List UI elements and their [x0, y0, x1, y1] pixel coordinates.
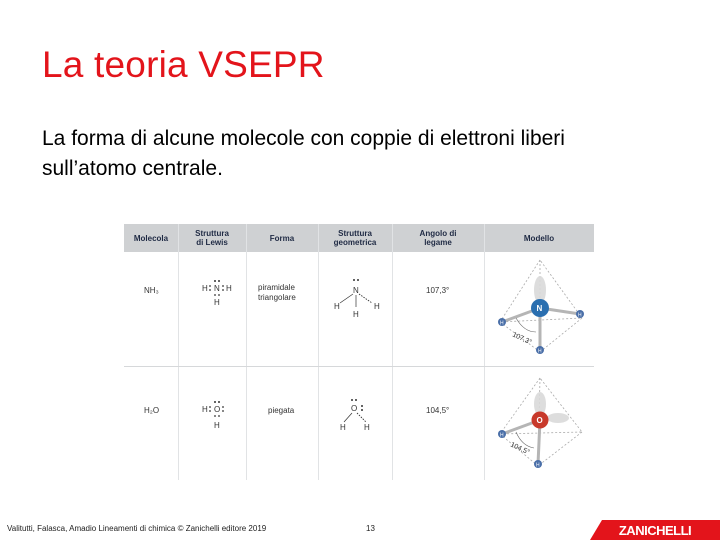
svg-text:H: H: [538, 348, 542, 355]
slide-body: [42, 124, 682, 184]
shape-nh3-line2: triangolare: [258, 293, 296, 302]
svg-text:H: H: [374, 302, 380, 311]
shape-h2o: piegata: [268, 406, 295, 415]
logo-notch: [590, 520, 602, 540]
bond-dot: [218, 294, 220, 296]
bond-dot: [209, 289, 211, 291]
lewis-h-left: H: [202, 284, 208, 293]
column-divider: [392, 224, 393, 480]
angle-nh3: 107,3°: [426, 286, 450, 295]
header-forma: Forma: [269, 233, 295, 243]
lewis-center-n: N: [214, 284, 220, 293]
shape-nh3-line1: piramidale: [258, 283, 295, 292]
body-line-1: La forma di alcune molecole con coppie di elettroni liberi: [42, 127, 565, 150]
slide-title: La teoria VSEPR: [42, 44, 325, 85]
page-number: 13: [366, 524, 375, 533]
model-angle-label-h2o: 104,5°: [509, 441, 531, 457]
molecule-h2o: H₂O: [144, 406, 160, 415]
lewis-structure-nh3: [198, 278, 234, 308]
lone-pair-dot: [218, 280, 220, 282]
svg-text:H: H: [334, 302, 340, 311]
lewis-h-bottom: H: [214, 421, 220, 430]
bond-dot: [222, 289, 224, 291]
lewis-h-left: H: [202, 405, 208, 414]
vsepr-table: [124, 224, 594, 480]
column-divider: [246, 224, 247, 480]
column-divider: [178, 224, 179, 480]
bond-dot: [214, 294, 216, 296]
row-divider: [124, 366, 594, 367]
header-angolo: Angolo di legame: [419, 229, 457, 247]
svg-text:H: H: [500, 320, 504, 327]
geo-center-o: O: [351, 404, 358, 413]
svg-text:H: H: [578, 312, 582, 319]
angle-h2o: 104,5°: [426, 406, 450, 415]
footer-credits: Valitutti, Falasca, Amadio Lineamenti di chimica © Zanichelli editore 2019: [7, 524, 267, 533]
geometric-structure-h2o: [334, 396, 380, 432]
geometric-structure-nh3: [330, 276, 384, 318]
header-geometrica: Struttura geometrica: [333, 229, 377, 247]
lewis-center-o: O: [214, 405, 221, 414]
header-molecola: Molecola: [133, 233, 169, 243]
geo-center-n: N: [353, 286, 359, 295]
column-divider: [484, 224, 485, 480]
header-lewis: Struttura di Lewis: [195, 229, 229, 247]
model-center-n: N: [536, 304, 543, 313]
model-nh3: [494, 256, 588, 360]
shape-nh3: [258, 283, 296, 303]
column-divider: [318, 224, 319, 480]
bond-dot: [209, 285, 211, 287]
lewis-h-right: H: [226, 284, 232, 293]
lone-pair-dot: [214, 280, 216, 282]
model-angle-label-nh3: 107,3°: [511, 331, 533, 347]
svg-text:H: H: [353, 310, 359, 318]
lewis-structure-h2o: [198, 398, 234, 432]
lewis-h-bottom: H: [214, 298, 220, 307]
svg-text:H: H: [364, 423, 370, 432]
header-modello: Modello: [523, 233, 555, 243]
svg-text:H: H: [340, 423, 346, 432]
model-center-o: O: [536, 416, 543, 425]
model-h2o: [494, 374, 588, 474]
bond-dot: [222, 285, 224, 287]
body-line-2: sull’atomo centrale.: [42, 157, 223, 180]
zanichelli-logo: ZANICHELLI: [590, 520, 720, 540]
svg-text:H: H: [536, 462, 540, 469]
svg-text:H: H: [500, 432, 504, 439]
molecule-nh3: NH₃: [144, 286, 159, 295]
